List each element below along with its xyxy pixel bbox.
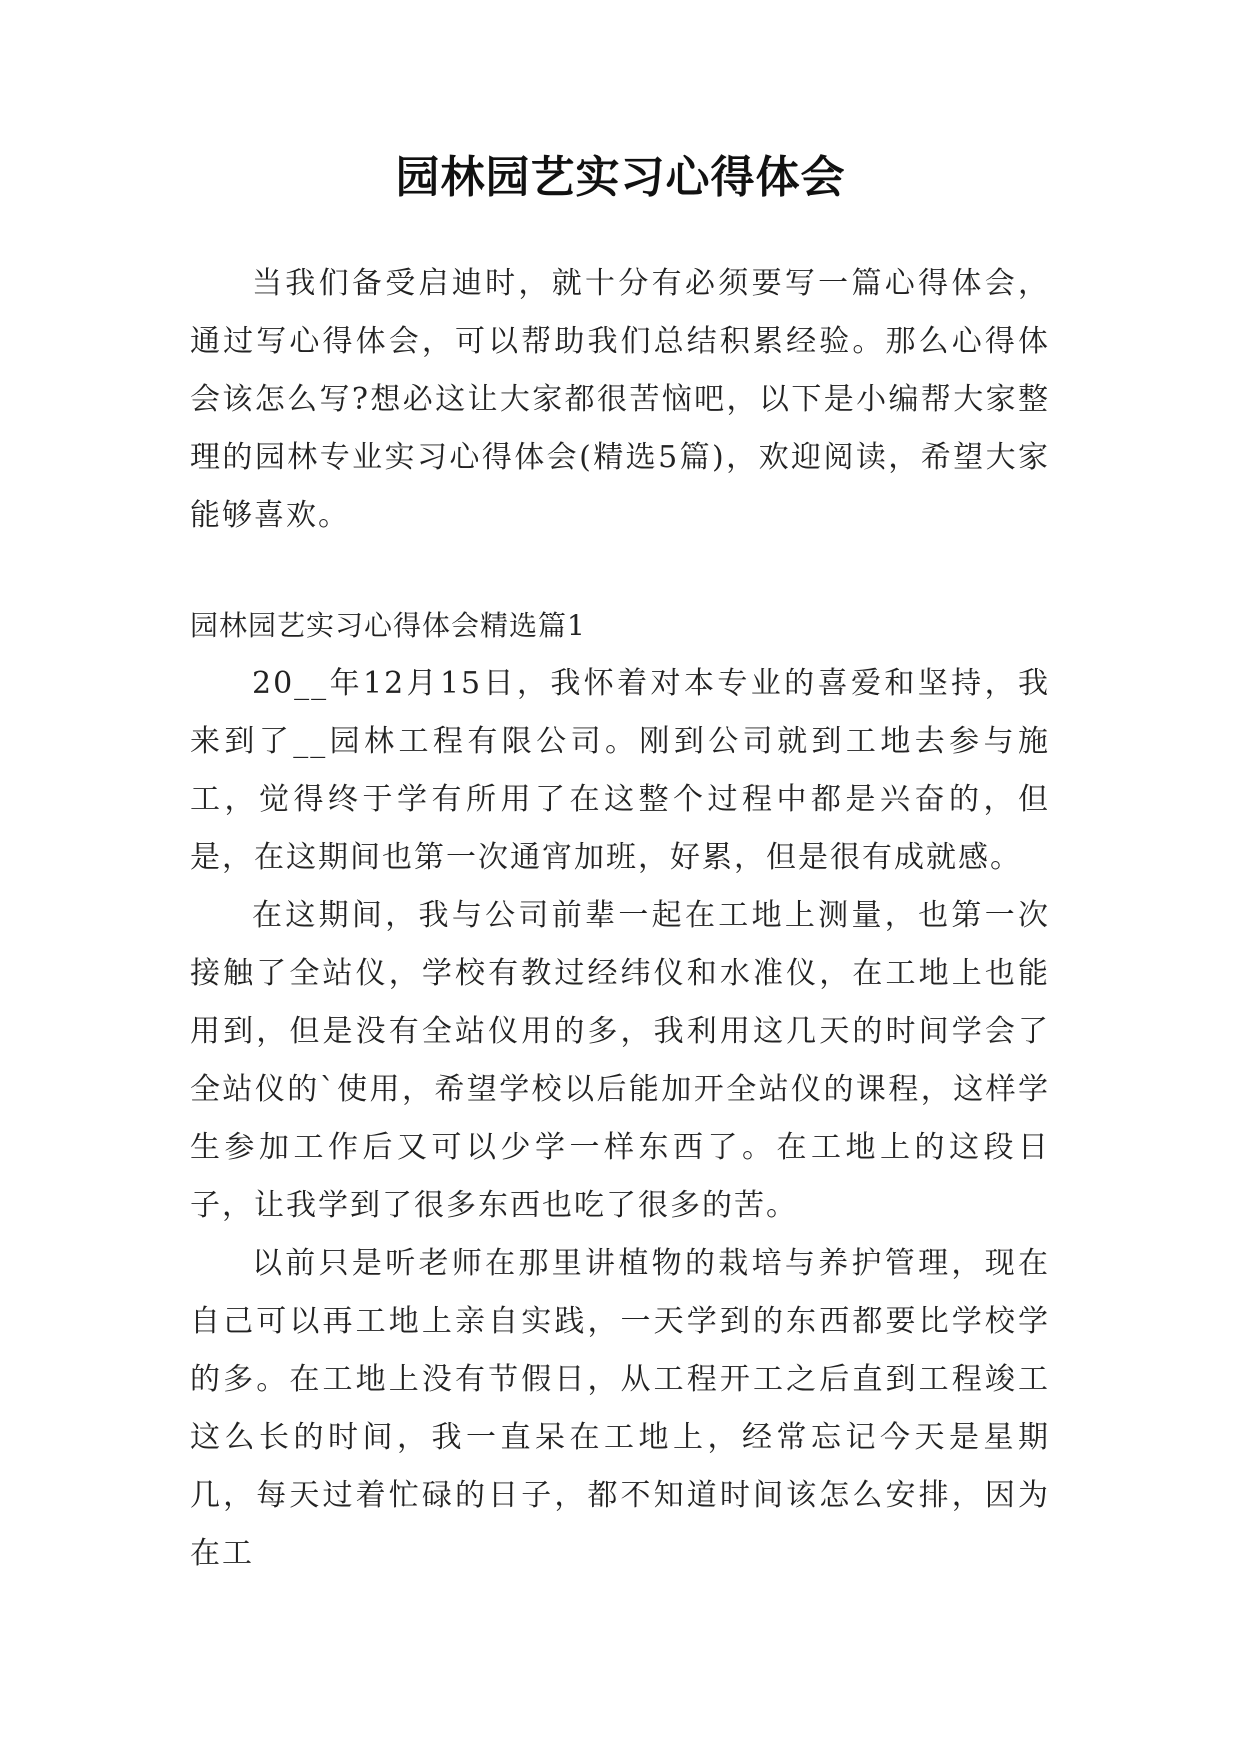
- document-body: [190, 255, 1050, 1583]
- body-paragraph-3: 以前只是听老师在那里讲植物的栽培与养护管理，现在自己可以再工地上亲自实践，一天学到的东西都要比学校学的多。在工地上没有节假日，从工程开工之后直到工程竣工这么长的时间，我一直呆在工地上，经常忘记今天是星期几，每天过着忙碌的日子，都不知道时间该怎么安排，因为在工: [190, 1246, 1050, 1571]
- document-title: 园林园艺实习心得体会: [395, 152, 846, 203]
- body-paragraph-1: 20__年12月15日，我怀着对本专业的喜爱和坚持，我来到了__园林工程有限公司。刚到公司就到工地去参与施工，觉得终于学有所用了在这整个过程中都是兴奋的，但是，在这期间也第一次通宵加班，好累，但是很有成就感。: [190, 666, 1050, 875]
- section-heading: 园林园艺实习心得体会精选篇1: [190, 609, 586, 642]
- body-paragraph-2: 在这期间，我与公司前辈一起在工地上测量，也第一次接触了全站仪，学校有教过经纬仪和水准仪，在工地上也能用到，但是没有全站仪用的多，我利用这几天的时间学会了全站仪的`使用，希望学校以后能加开全站仪的课程，这样学生参加工作后又可以少学一样东西了。在工地上的这段日子，让我学到了很多东西也吃了很多的苦。: [190, 898, 1050, 1223]
- intro-paragraph: 当我们备受启迪时，就十分有必须要写一篇心得体会，通过写心得体会，可以帮助我们总结积累经验。那么心得体会该怎么写?想必这让大家都很苦恼吧，以下是小编帮大家整理的园林专业实习心得体会(精选5篇)，欢迎阅读，希望大家能够喜欢。: [190, 266, 1050, 533]
